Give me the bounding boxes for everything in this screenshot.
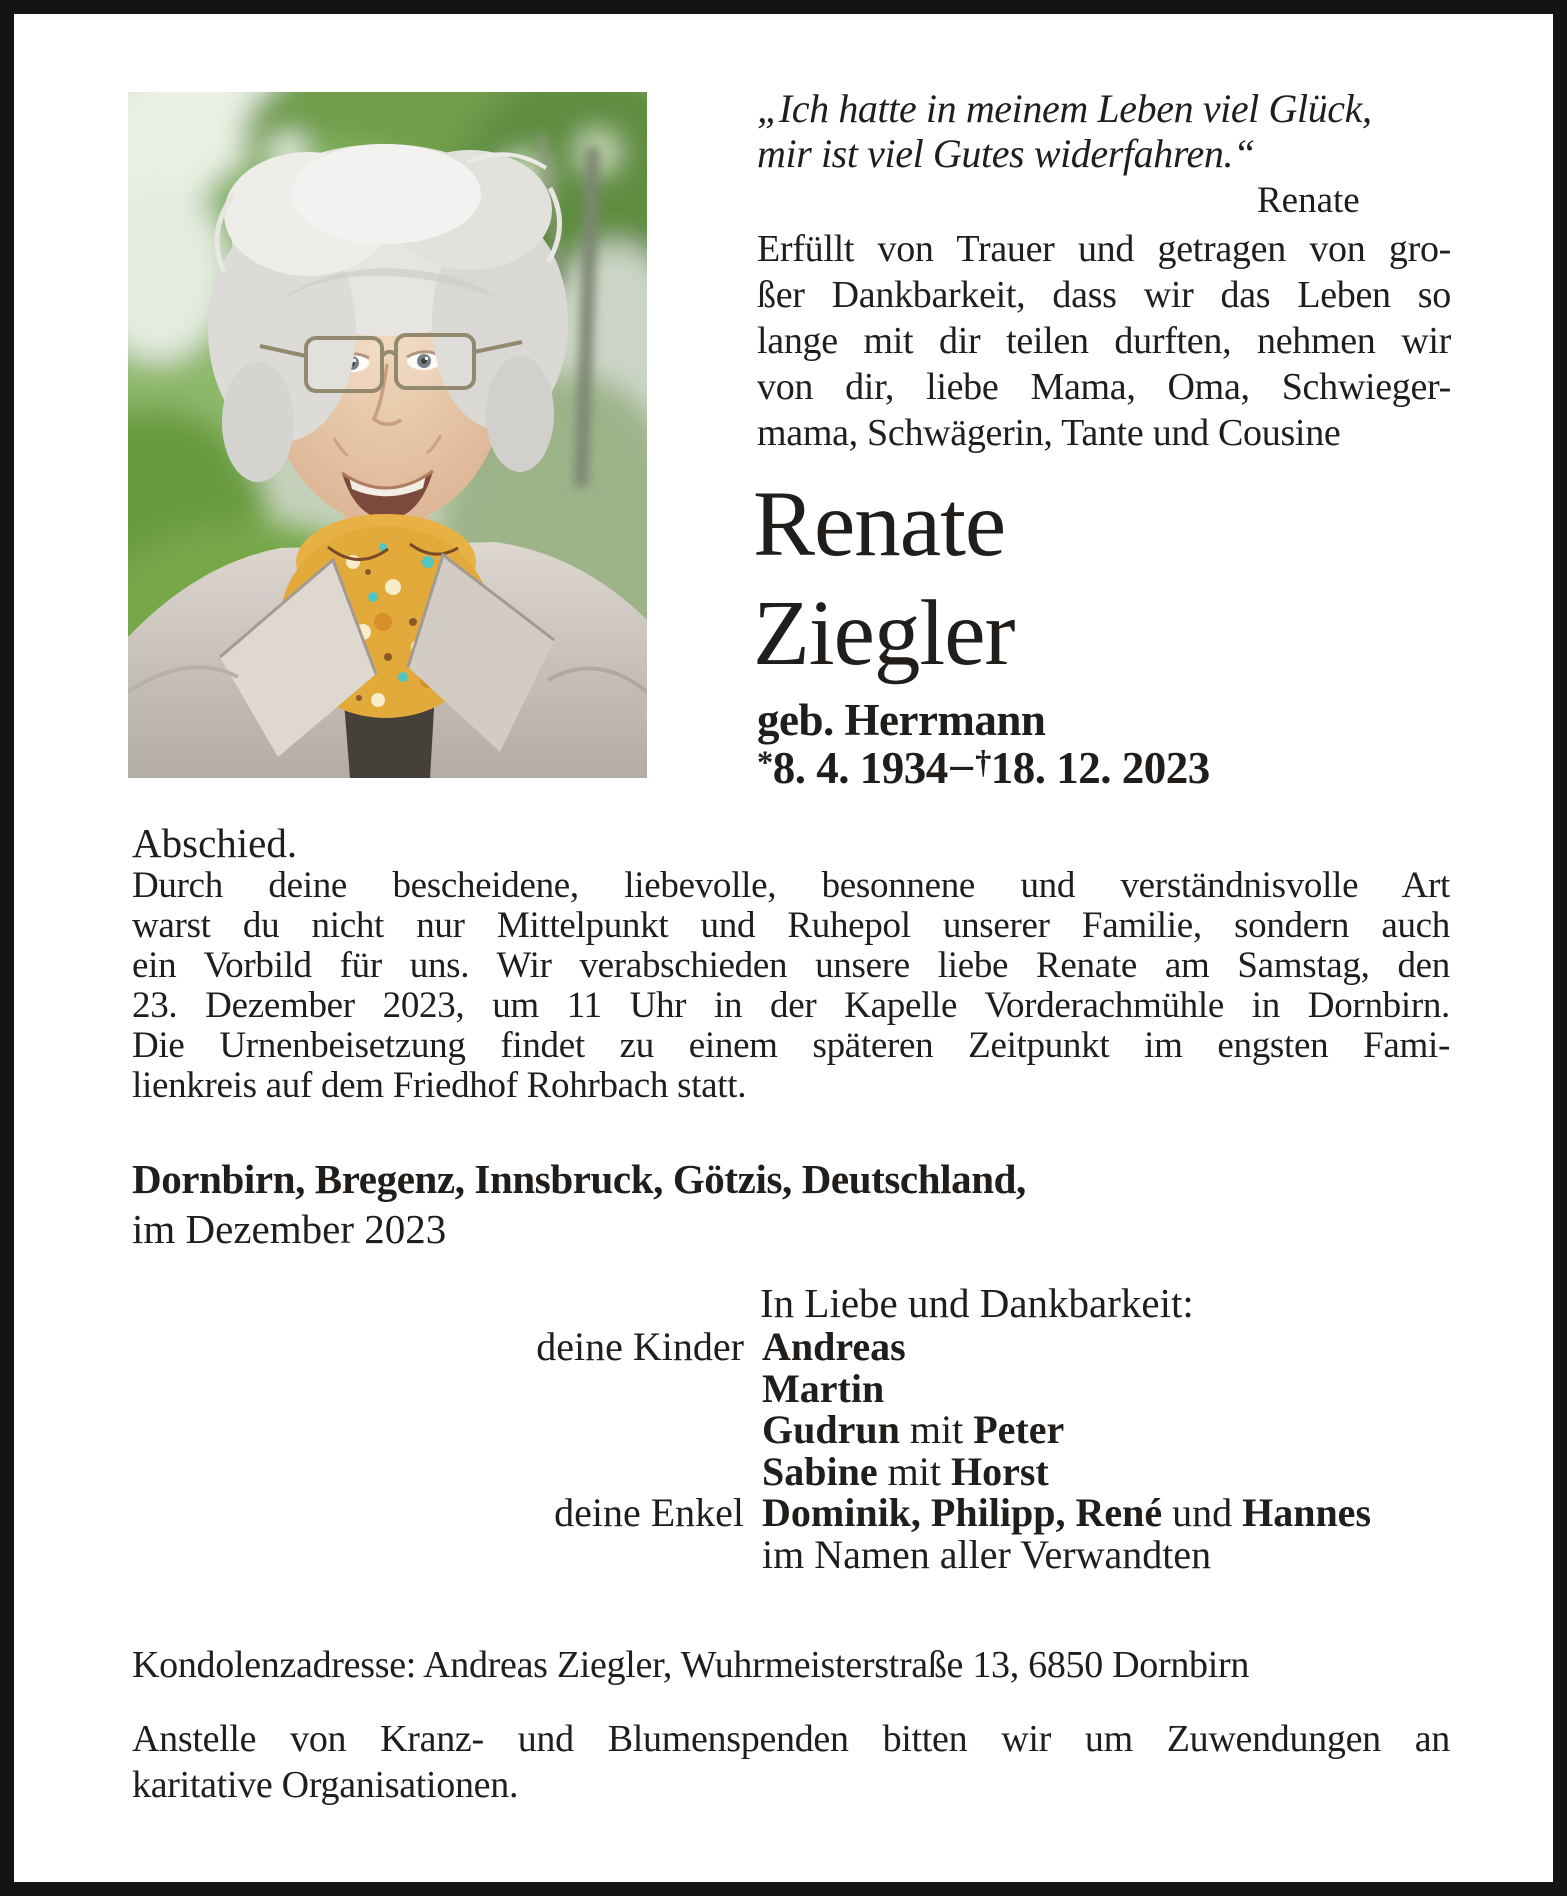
text-line: Anstelle von Kranz- und Blumenspenden bitten wir um Zuwendungen an	[132, 1718, 1450, 1760]
portrait-illustration	[128, 92, 647, 778]
family-row	[132, 1448, 1492, 1494]
quote	[757, 86, 1457, 176]
family-row	[132, 1326, 1492, 1368]
text-line: lienkreis auf dem Friedhof Rohrbach statt.	[132, 1065, 747, 1106]
portrait-photo	[128, 92, 647, 778]
cities-line: Dornbirn, Bregenz, Innsbruck, Götzis, Deutschland,	[132, 1156, 1026, 1202]
birth-star-icon: *	[757, 745, 773, 782]
family-row	[132, 1531, 1492, 1577]
donation-paragraph	[132, 1716, 1450, 1808]
family-row-names	[762, 1449, 1049, 1494]
family-row-names	[762, 1532, 1211, 1577]
text-line: ßer Dankbarkeit, dass wir das Leben so	[757, 274, 1451, 316]
family-row	[132, 1492, 1492, 1534]
text-line: Durch deine bescheidene, liebevolle, besonnene und verständnisvolle Art	[132, 865, 1450, 906]
family-connector-text: und	[1162, 1490, 1243, 1535]
family-row-names	[762, 1366, 884, 1411]
family-row-label: deine Enkel	[554, 1490, 744, 1535]
death-cross-icon: †	[975, 745, 991, 782]
family-row-names	[762, 1407, 1064, 1452]
dates-separator: –	[950, 739, 973, 790]
family-member-name: Hannes	[1242, 1490, 1372, 1535]
date-line: im Dezember 2023	[132, 1206, 447, 1252]
family-member-name: Horst	[950, 1448, 1049, 1494]
family-member-name: Andreas	[762, 1324, 906, 1369]
text-line: warst du nicht nur Mittelpunkt und Ruhepol unserer Familie, sondern auch	[132, 905, 1450, 946]
farewell-heading: Abschied.	[132, 820, 298, 866]
text-line: Erfüllt von Trauer und getragen von gro-	[757, 228, 1451, 270]
family-row-label: deine Kinder	[536, 1324, 744, 1369]
intro-paragraph	[757, 226, 1451, 456]
text-line: lange mit dir teilen durften, nehmen wir	[757, 320, 1451, 362]
maiden-name: geb. Herrmann	[757, 695, 1046, 745]
quote-attribution: Renate	[1257, 180, 1360, 221]
family-intro: In Liebe und Dankbarkeit:	[760, 1280, 1194, 1326]
family-row	[132, 1365, 1492, 1411]
text-line: karitative Organisationen.	[132, 1764, 519, 1806]
life-dates	[757, 739, 1210, 797]
farewell-paragraph	[132, 866, 1450, 1106]
text-line: „Ich hatte in meinem Leben viel Glück,	[757, 86, 1372, 131]
family-row	[132, 1409, 1492, 1451]
text-line: 23. Dezember 2023, um 11 Uhr in der Kapelle Vorderachmühle in Dornbirn.	[132, 985, 1450, 1026]
family-connector-text: mit	[877, 1448, 951, 1494]
deceased-name	[753, 470, 1015, 688]
family-connector-text: im Namen aller Verwandten	[762, 1531, 1212, 1577]
family-member-name: Gudrun	[762, 1407, 900, 1452]
death-date: 18. 12. 2023	[990, 743, 1210, 793]
text-line: von dir, liebe Mama, Oma, Schwieger-	[757, 366, 1451, 408]
text-line: ein Vorbild für uns. Wir verabschieden unsere liebe Renate am Samstag, den	[132, 945, 1450, 986]
family-member-name: Sabine	[762, 1448, 878, 1494]
family-row-names	[762, 1324, 906, 1369]
family-member-name: Martin	[762, 1365, 885, 1411]
birth-date: 8. 4. 1934	[772, 743, 948, 793]
family-member-name: Peter	[973, 1407, 1065, 1452]
text-line: Die Urnenbeisetzung findet zu einem späteren Zeitpunkt im engsten Fami-	[132, 1025, 1450, 1066]
text-line: mir ist viel Gutes widerfahren.“	[757, 131, 1255, 176]
family-row-names	[762, 1490, 1371, 1535]
deceased-last-name: Ziegler	[753, 582, 1015, 685]
condolence-address: Kondolenzadresse: Andreas Ziegler, Wuhrmeisterstraße 13, 6850 Dornbirn	[132, 1644, 1250, 1686]
family-connector-text: mit	[899, 1407, 974, 1452]
deceased-first-name: Renate	[753, 473, 1006, 576]
text-line: mama, Schwägerin, Tante und Cousine	[757, 412, 1341, 454]
family-member-name: Dominik, Philipp, René	[762, 1490, 1163, 1535]
family-list	[132, 1326, 1492, 1575]
